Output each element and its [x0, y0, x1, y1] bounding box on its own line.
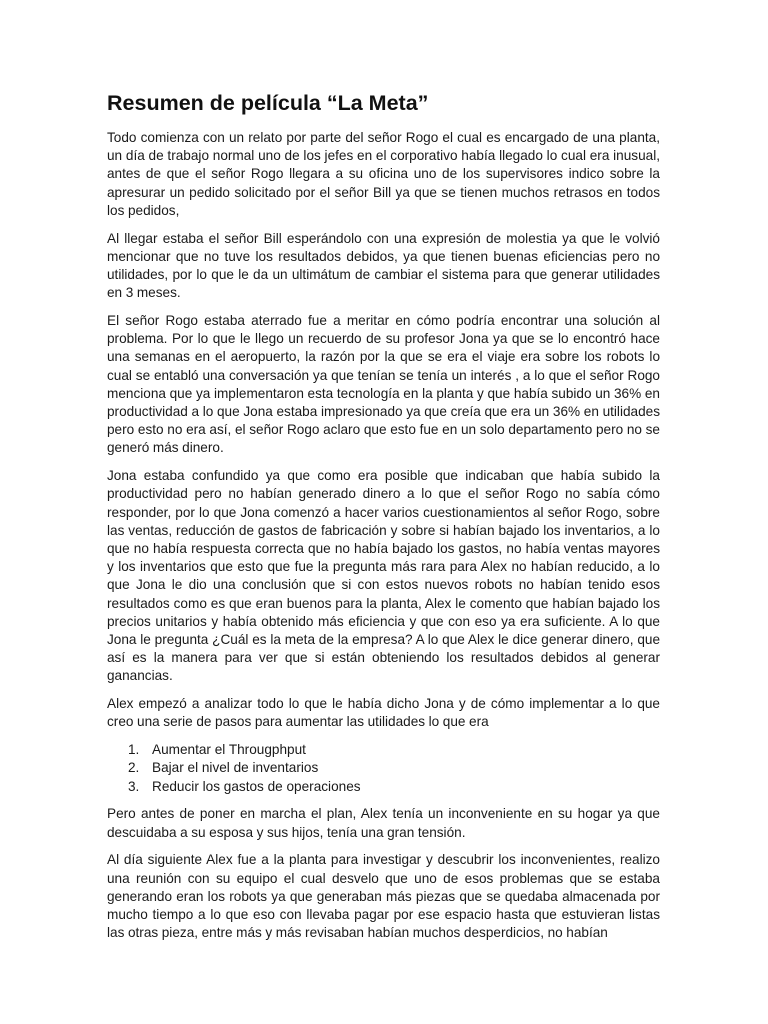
list-item-text: Reducir los gastos de operaciones [152, 778, 361, 794]
paragraph-bill-ultimatum: Al llegar estaba el señor Bill esperándolo con una expresión de molestia ya que le volvió mencionar que no tuve los resultados debidos, ya que tienen buenas eficiencias pero no utilidades, por lo que le da un ultimátum de cambiar el sistema para que generar utilidades en 3 meses. [107, 230, 660, 301]
list-item [107, 759, 660, 777]
list-item-number: 1. [128, 742, 140, 758]
paragraph-jona-memory: El señor Rogo estaba aterrado fue a meritar en cómo podría encontrar una solución al problema. Por lo que le llego un recuerdo de su profesor Jona ya que se lo encontró hace una semanas en el aeropuerto, la razón por la que se era el viaje era sobre los robots lo cual se entabló una conversación ya que tenían se tenía un interés , a lo que el señor Rogo menciona que ya implementaron esta tecnología en la planta y que había subido un 36% en productividad a lo que Jona estaba impresionado ya que creía que era un 36% en utilidades pero esto no era así, el señor Rogo aclaro que esto fue en un solo departamento pero no se generó más dinero. [107, 313, 660, 456]
paragraph-intro: Todo comienza con un relato por parte del señor Rogo el cual es encargado de una planta, un día de trabajo normal uno de los jefes en el corporativo había llegado lo cual era inusual, antes de que el señor Rogo llegara a su oficina uno de los supervisores indico sobre la apresurar un pedido solicitado por el señor Bill ya que se tienen muchos retrasos en todos los pedidos, [107, 130, 660, 218]
list-item [107, 778, 660, 796]
document-body [107, 129, 660, 952]
list-item-text: Bajar el nivel de inventarios [152, 760, 319, 776]
list-item [107, 741, 660, 759]
list-item-number: 2. [128, 760, 140, 776]
paragraph-plant-investigation: Al día siguiente Alex fue a la planta para investigar y descubrir los inconvenientes, realizo una reunión con su equipo el cual desvelo que uno de esos problemas que se estaba generando eran los robots ya que generaban más piezas que se quedaba almacenada por mucho tiempo a lo que eso con llevaba pagar por ese espacio hasta que estuvieran listas las otras pieza, entre más y más revisaban habían muchos desperdicios, no habían [107, 852, 660, 941]
list-item-number: 3. [128, 778, 140, 794]
paragraph-jona-questions: Jona estaba confundido ya que como era posible que indicaban que había subido la productividad pero no habían generado dinero a lo que el señor Rogo no sabía cómo responder, por lo que Jona comenzó a hacer varios cuestionamientos al señor Rogo, sobre las ventas, reducción de gastos de fabricación y sobre si habían bajado los inventarios, a lo que no había respuesta correcta que no había bajado los gastos, no había ventas mayores y los inventarios que esto que fue la pregunta más rara para Alex no habían reducido, a lo que Jona le dio una conclusión que si con estos nuevos robots no habían tenido esos resultados como es que eran buenos para la planta, Alex le comento que habían bajado los precios unitarios y había obtenido más eficiencia y que con eso ya era suficiente. A lo que Jona le pregunta ¿Cuál es la meta de la empresa? A lo que Alex le dice generar dinero, que así es la manera para ver que si están obteniendo los resultados debidos al generar ganancias. [107, 468, 660, 684]
steps-list [107, 741, 660, 796]
document-title: Resumen de película “La Meta” [107, 91, 429, 115]
paragraph-steps-intro: Alex empezó a analizar todo lo que le había dicho Jona y de cómo implementar a lo que creo una serie de pasos para aumentar las utilidades lo que era [107, 696, 660, 730]
list-item-text: Aumentar el Througphput [152, 742, 306, 758]
paragraph-home-issue: Pero antes de poner en marcha el plan, Alex tenía un inconveniente en su hogar ya que descuidaba a su esposa y sus hijos, tenía una gran tensión. [107, 806, 660, 840]
